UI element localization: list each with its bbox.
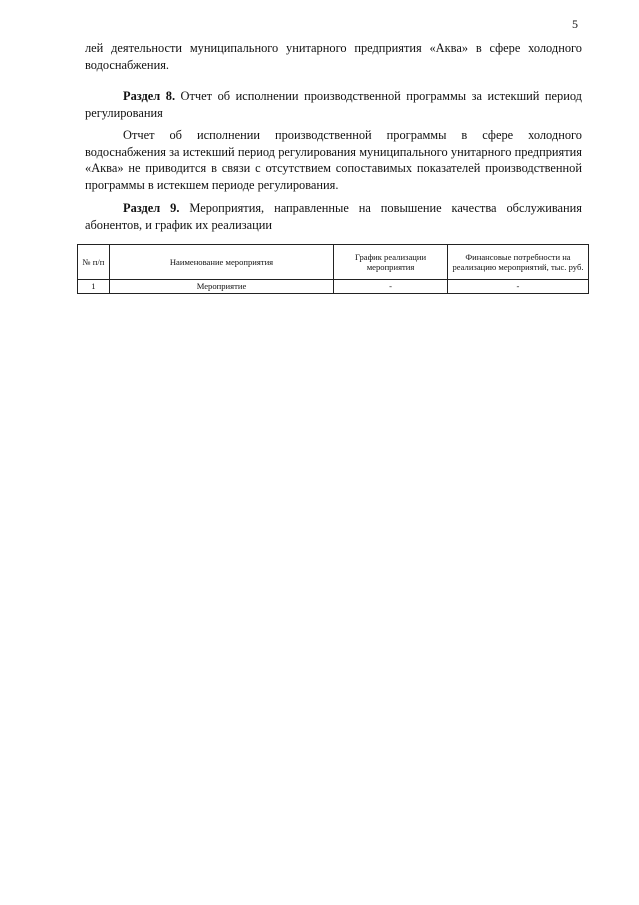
header-schedule: График реализации мероприятия: [334, 245, 448, 280]
cell-schedule: -: [334, 280, 448, 294]
measures-table: [77, 244, 589, 294]
header-number: № п/п: [78, 245, 110, 280]
page-number: 5: [572, 17, 578, 31]
continued-paragraph: лей деятельности муниципального унитарного предприятия «Аква» в сфере холодного водоснабжения.: [85, 41, 582, 72]
table-header-row: [78, 245, 589, 280]
section-9-title: Мероприятия, направленные на повышение качества обслуживания абонентов, и график их реализации: [85, 201, 582, 232]
section-8-title: Отчет об исполнении производственной программы за истекший период регулирования: [85, 89, 582, 120]
table-row: [78, 280, 589, 294]
section-9-label: Раздел 9.: [123, 201, 180, 215]
section-8-label: Раздел 8.: [123, 89, 176, 103]
cell-name: Мероприятие: [109, 280, 333, 294]
section-8-heading: [85, 88, 582, 121]
section-8-body: Отчет об исполнении производственной программы в сфере холодного водоснабжения за истекший период регулирования муниципального унитарного предприятия «Аква» не приводится в связи с отсутствием сопоставимых показателей производственной программы в истекшем периоде регулирования.: [85, 128, 582, 192]
cell-finance: -: [447, 280, 588, 294]
section-9-heading: [85, 200, 582, 233]
header-name: Наименование мероприятия: [109, 245, 333, 280]
header-finance: Финансовые потребности на реализацию мероприятий, тыс. руб.: [447, 245, 588, 280]
cell-number: 1: [78, 280, 110, 294]
